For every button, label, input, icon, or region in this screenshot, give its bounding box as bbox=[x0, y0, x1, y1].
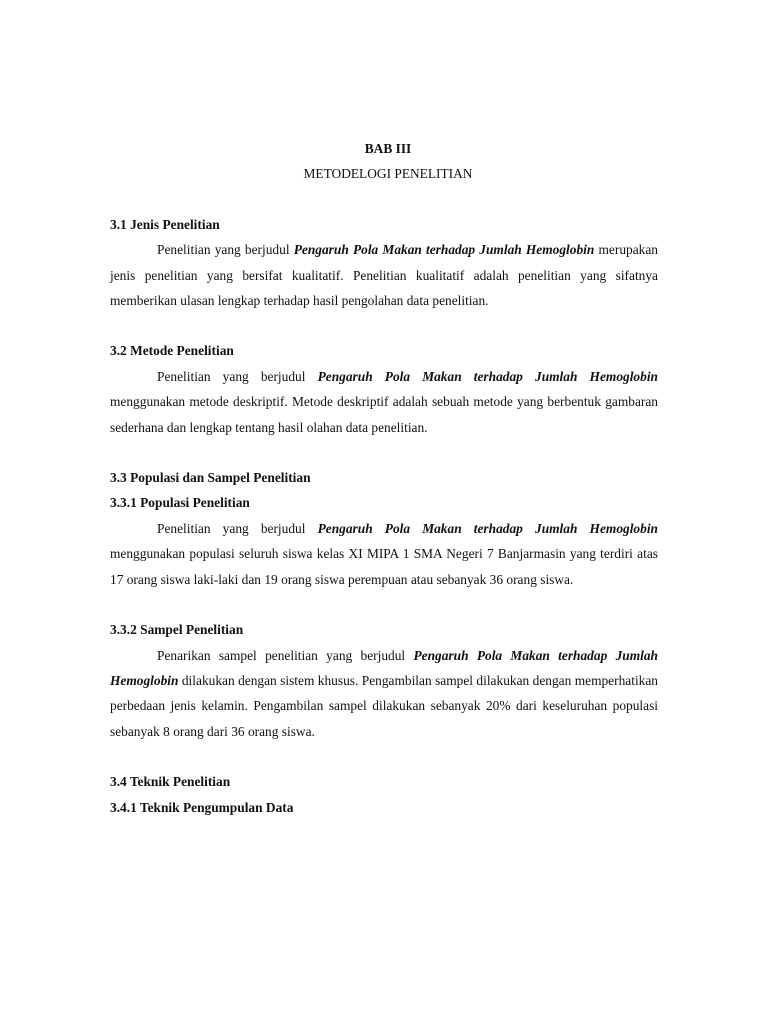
paragraph-text: menggunakan metode deskriptif. Metode deskriptif adalah sebuah metode yang berbentuk gambaran sederhana dan lengkap tentang hasil olahan data penelitian. bbox=[110, 394, 658, 435]
research-title-italic: Pengaruh Pola Makan terhadap Jumlah Hemoglobin bbox=[317, 368, 658, 384]
document-body bbox=[110, 136, 658, 820]
paragraph-text: menggunakan populasi seluruh siswa kelas XI MIPA 1 SMA Negeri 7 Banjarmasin yang terdiri atas 17 orang siswa laki-laki dan 19 orang siswa perempuan atau sebanyak 36 orang siswa. bbox=[110, 546, 658, 587]
paragraph-text: dilakukan dengan sistem khusus. Pengambilan sampel dilakukan dengan memperhatikan perbedaan jenis kelamin. Pengambilan sampel dilakukan sebanyak 20% dari keseluruhan populasi sebanyak 8 orang dari 36 orang siswa. bbox=[110, 672, 658, 739]
paragraph-text: Penarikan sampel penelitian yang berjudul bbox=[157, 647, 414, 663]
section-heading-3-3-2: 3.3.2 Sampel Penelitian bbox=[110, 622, 244, 638]
paragraph-text: merupakan jenis penelitian yang bersifat kualitatif. Penelitian kualitatif adalah penelitian yang sifatnya memberikan ulasan lengkap terhadap hasil pengolahan data penelitian. bbox=[110, 242, 658, 309]
paragraph-text: Penelitian yang berjudul bbox=[157, 520, 318, 536]
section-heading-3-2: 3.2 Metode Penelitian bbox=[110, 343, 234, 359]
research-title-italic: Pengaruh Pola Makan terhadap Jumlah Hemoglobin bbox=[293, 242, 595, 258]
section-paragraph-3-3-1 bbox=[110, 516, 658, 592]
section-paragraph-3-2 bbox=[110, 364, 658, 440]
paragraph-text: Penelitian yang berjudul bbox=[157, 242, 294, 258]
research-title-italic: Pengaruh Pola Makan terhadap Jumlah Hemoglobin bbox=[317, 520, 658, 536]
section-heading-3-4-1: 3.4.1 Teknik Pengumpulan Data bbox=[110, 799, 294, 815]
chapter-title: METODELOGI PENELITIAN bbox=[303, 166, 473, 182]
section-heading-3-3-1: 3.3.1 Populasi Penelitian bbox=[110, 495, 250, 511]
paragraph-text: Penelitian yang berjudul bbox=[157, 368, 318, 384]
section-paragraph-3-1 bbox=[110, 237, 658, 313]
research-title-italic: Pengaruh Pola Makan terhadap Jumlah Hemoglobin bbox=[110, 647, 658, 688]
section-heading-3-3: 3.3 Populasi dan Sampel Penelitian bbox=[110, 470, 311, 486]
section-heading-3-1: 3.1 Jenis Penelitian bbox=[110, 216, 220, 232]
chapter-number: BAB III bbox=[364, 141, 412, 156]
section-paragraph-3-3-2 bbox=[110, 643, 658, 745]
section-heading-3-4: 3.4 Teknik Penelitian bbox=[110, 774, 231, 790]
